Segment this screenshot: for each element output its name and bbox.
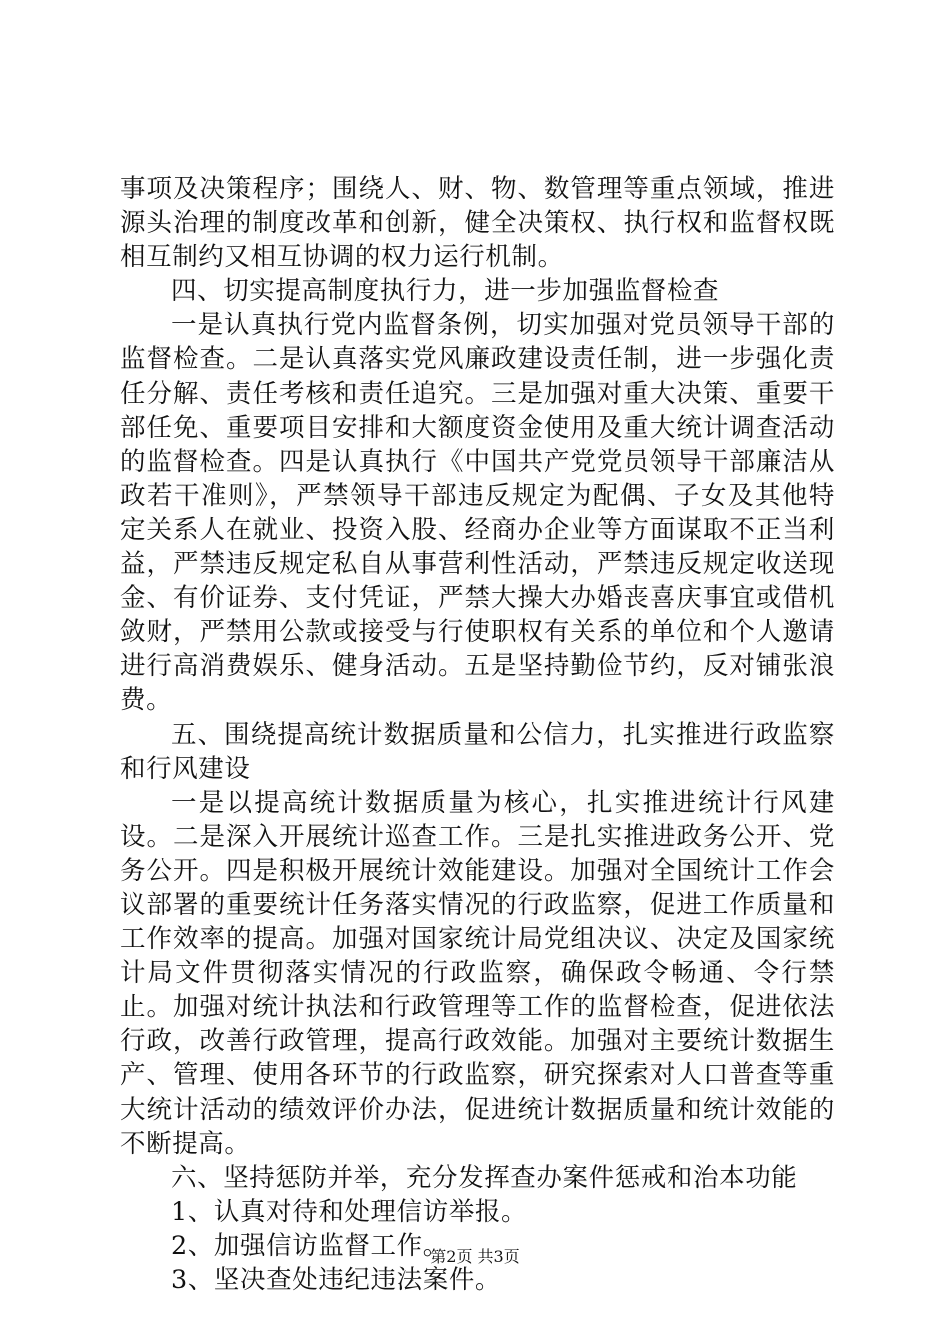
paragraph-supervision: 一是认真执行党内监督条例，切实加强对党员领导干部的监督检查。二是认真落实党风廉政建设责任制，进一步强化责任分解、责任考核和责任追究。三是加强对重大决策、重要干部任免、重要项目安排和大额度资金使用及重大统计调查活动的监督检查。四是认真执行《中国共产党党员领导干部廉洁从政若干准则》，严禁领导干部违反规定为配偶、子女及其他特定关系人在就业、投资入股、经商办企业等方面谋取不正当利益，严禁违反规定私自从事营利性活动，严禁违反规定收送现金、有价证券、支付凭证，严禁大操大办婚丧喜庆事宜或借机敛财，严禁用公款或接受与行使职权有关系的单位和个人邀请进行高消费娱乐、健身活动。五是坚持勤俭节约，反对铺张浪费。 [120,310,835,716]
list-item-1: 1、认真对待和处理信访举报。 [171,1196,528,1227]
paragraph-statistics: 一是以提高统计数据质量为核心，扎实推进统计行风建设。二是深入开展统计巡查工作。三是扎实推进政务公开、党务公开。四是积极开展统计效能建设。加强对全国统计工作会议部署的重要统计任务落实情况的行政监察，促进工作质量和工作效率的提高。加强对国家统计局党组决议、决定及国家统计局文件贯彻落实情况的行政监察，确保政令畅通、令行禁止。加强对统计执法和行政管理等工作的监督检查，促进依法行政，改善行政管理，提高行政效能。加强对主要统计数据生产、管理、使用各环节的行政监察，研究探索对人口普查等重大统计活动的绩效评价办法，促进统计数据质量和统计效能的不断提高。 [120,787,835,1159]
list-item-3: 3、坚决查处违纪违法案件。 [171,1265,502,1295]
section-heading-4: 四、切实提高制度执行力，进一步加强监督检查 [171,276,720,307]
page-number-footer: 第2页 共3页 [430,1247,520,1266]
section-heading-5: 五、围绕提高统计数据质量和公信力，扎实推进行政监察和行风建设 [120,719,835,784]
list-item-2: 2、加强信访监督工作。 [171,1230,449,1261]
document-body [120,172,835,1297]
paragraph-continuation: 事项及决策程序；围绕人、财、物、数管理等重点领域，推进源头治理的制度改革和创新，健全决策权、执行权和监督权既相互制约又相互协调的权力运行机制。 [120,174,835,273]
section-heading-6: 六、坚持惩防并举，充分发挥查办案件惩戒和治本功能 [171,1162,798,1193]
